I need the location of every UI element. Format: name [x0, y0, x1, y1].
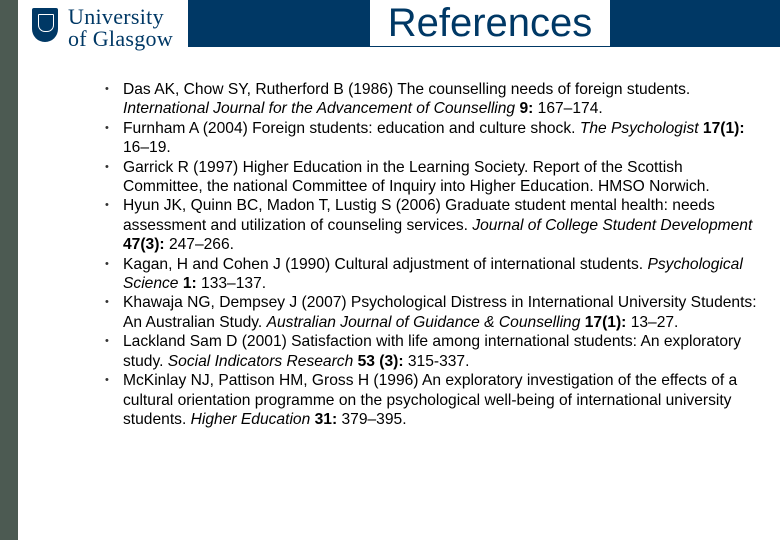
reference-pages: 247–266. [164, 236, 234, 254]
crest-icon [32, 8, 58, 42]
bullet-icon: • [105, 335, 109, 348]
reference-text: Khawaja NG, Dempsey J (2007) Psychological Distress in International University Students: An Australian Study. [123, 294, 757, 331]
reference-volume: 9: [519, 100, 534, 118]
reference-journal: Higher Education [190, 410, 311, 428]
reference-pages: 315-337. [403, 352, 470, 370]
reference-journal: Psychological Science [123, 255, 743, 293]
reference-list [105, 80, 765, 429]
reference-item [105, 371, 765, 429]
reference-text: Garrick R (1997) Higher Education in the Learning Society. Report of the Scottish Committee, the national Committee of Inquiry into Higher Education. HMSO Norwich. [123, 158, 710, 196]
reference-volume: 17(1): [584, 313, 627, 331]
reference-text: Lackland Sam D (2001) Satisfaction with life among international students: An exploratory study. [123, 333, 742, 370]
reference-journal: Social Indicators Research [167, 352, 354, 370]
reference-text: Das AK, Chow SY, Rutherford B (1986) The counselling needs of foreign students. [123, 81, 691, 98]
page-title: References [387, 1, 593, 45]
reference-volume: 53 (3): [357, 352, 404, 370]
university-logo [18, 0, 188, 58]
reference-volume: 31: [314, 410, 338, 428]
bullet-icon: • [105, 199, 109, 212]
bullet-icon: • [105, 257, 109, 270]
bullet-icon: • [105, 121, 109, 134]
reference-text: Hyun JK, Quinn BC, Madon T, Lustig S (2006) Graduate student mental health: needs assessment and utilization of counseling services. [123, 197, 715, 234]
bullet-icon: • [105, 83, 109, 95]
reference-journal: The Psychologist [579, 119, 699, 137]
reference-item [105, 196, 765, 254]
reference-pages: 13–27. [626, 313, 679, 331]
reference-item [105, 255, 765, 294]
title-box [370, 0, 610, 46]
logo-text-line1: University [68, 4, 164, 29]
reference-text: Furnham A (2004) Foreign students: education and culture shock. [123, 119, 580, 137]
bullet-icon: • [105, 374, 109, 387]
reference-pages: 133–137. [196, 275, 267, 293]
reference-volume: 1: [182, 275, 197, 293]
reference-pages: 16–19. [123, 139, 171, 157]
reference-item [105, 119, 765, 158]
logo-text-line2: of Glasgow [68, 26, 174, 51]
bullet-icon: • [105, 296, 109, 309]
reference-journal: Journal of College Student Development [472, 216, 753, 234]
left-sidebar-stripe [0, 0, 18, 540]
reference-pages: 379–395. [337, 410, 407, 428]
reference-volume: 47(3): [123, 236, 165, 254]
reference-item [105, 80, 765, 119]
reference-item [105, 158, 765, 197]
reference-text: Kagan, H and Cohen J (1990) Cultural adjustment of international students. [123, 255, 648, 273]
reference-volume: 17(1): [702, 119, 745, 137]
reference-text: McKinlay NJ, Pattison HM, Gross H (1996) An exploratory investigation of the effects of a cultural orientation programme on the psychological well-being of international university students. [123, 372, 738, 428]
reference-journal: Australian Journal of Guidance & Counselling [266, 313, 581, 331]
reference-journal: International Journal for the Advancement of Counselling [123, 100, 516, 118]
reference-item [105, 332, 765, 371]
reference-pages: 167–174. [533, 100, 603, 118]
bullet-icon: • [105, 160, 109, 173]
reference-item [105, 293, 765, 332]
